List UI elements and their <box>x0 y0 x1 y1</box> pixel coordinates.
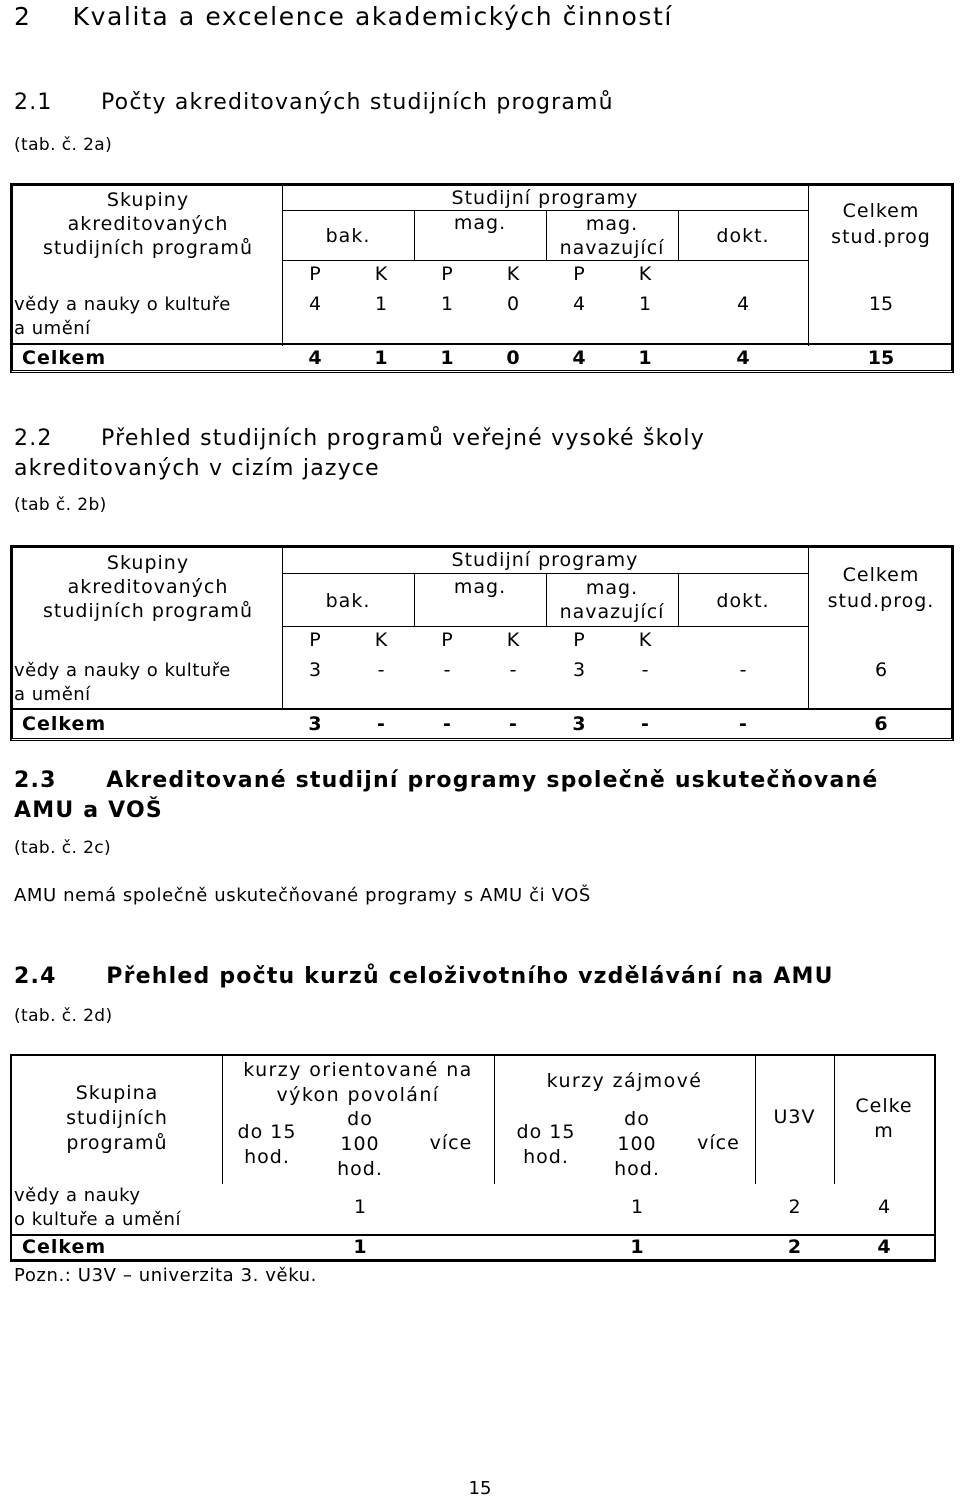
table-2a-mag: mag. <box>453 212 507 234</box>
table-2b-celkem-header: Celkem stud.prog. <box>827 564 935 612</box>
table-2d-kurzy-prof: kurzy orientované na výkon povolání <box>243 1059 473 1106</box>
table-2b-study-programs-header: Studijní programy <box>451 549 639 571</box>
table-2b-total-values: 3 - - - 3 - - 6 <box>308 713 888 735</box>
table-ref-2d: (tab. č. 2d) <box>14 1006 113 1026</box>
section-2-2-heading <box>14 424 705 484</box>
section-title: Počty akreditovaných studijních programů <box>101 90 614 115</box>
table-2d-total-label: Celkem <box>22 1236 107 1258</box>
table-2b-pk-row: P K P K P K <box>309 629 652 651</box>
section-title-line1: Přehled studijních programů veřejné vysoké školy <box>101 426 705 451</box>
table-ref-2b: (tab č. 2b) <box>14 495 107 515</box>
chapter-number: 2 <box>14 2 32 31</box>
table-2d-u3v: U3V <box>773 1106 816 1128</box>
section-number: 2.3 <box>14 768 57 793</box>
table-2d-vice-a: více <box>429 1132 473 1154</box>
section-title-line2: akreditovaných v cizím jazyce <box>14 456 380 481</box>
table-2d-row-label: vědy a nauky o kultuře a umění <box>14 1185 181 1230</box>
table-2a-row-label: vědy a nauky o kultuře a umění <box>14 294 231 339</box>
section-2-4-heading <box>14 964 834 989</box>
table-2d-do100-b: do 100 hod. <box>614 1108 660 1180</box>
table-2a-mag-nav: mag. navazující <box>559 213 665 259</box>
page-number: 15 <box>468 1478 492 1499</box>
section-number: 2.2 <box>14 426 53 451</box>
table-2a-total-values: 4 1 1 0 4 1 4 15 <box>308 347 895 369</box>
table-ref-2c: (tab. č. 2c) <box>14 838 112 858</box>
table-2a-celkem-header: Celkem stud.prog <box>831 200 931 248</box>
section-title: Přehled počtu kurzů celoživotního vzdělávání na AMU <box>106 964 834 989</box>
table-2b-dokt: dokt. <box>716 590 770 612</box>
table-2d-row-values: 1 1 2 4 <box>353 1196 891 1218</box>
table-2d-do15-a: do 15 hod. <box>237 1121 297 1168</box>
table-2d-group-header: Skupina studijních programů <box>66 1082 168 1154</box>
table-2a-group-header: Skupiny akreditovaných studijních programů <box>42 189 253 259</box>
table-2d-do100-a: do 100 hod. <box>337 1108 383 1180</box>
table-2a-pk-row: P K P K P K <box>309 263 652 285</box>
section-2-3-heading <box>14 766 879 826</box>
table-2b-group-header: Skupiny akreditovaných studijních programů <box>42 552 253 622</box>
table-2d-kurzy-zajmove: kurzy zájmové <box>546 1070 703 1092</box>
table-2a-study-programs-header: Studijní programy <box>451 187 639 209</box>
table-2a-row-values: 4 1 1 0 4 1 4 15 <box>308 293 894 315</box>
section-title-line1: Akreditované studijní programy společně uskutečňované <box>106 768 879 793</box>
table-2d-celkem-header: Celke m <box>855 1095 913 1142</box>
table-2d-do15-b: do 15 hod. <box>516 1121 576 1168</box>
chapter-title: Kvalita a excelence akademických činností <box>72 2 673 31</box>
table-2a-dokt: dokt. <box>716 225 770 247</box>
table-2a-total-label: Celkem <box>22 347 107 369</box>
chapter-heading <box>14 2 673 31</box>
table-2b-mag-nav: mag. navazující <box>559 577 665 623</box>
table-2b-bak: bak. <box>325 590 371 612</box>
table-2d-total-values: 1 1 2 4 <box>353 1236 891 1258</box>
table-2d-note: Pozn.: U3V – univerzita 3. věku. <box>14 1265 317 1286</box>
table-2d-vice-b: více <box>697 1132 740 1154</box>
section-2-1-heading <box>14 90 614 115</box>
table-2b-total-label: Celkem <box>22 713 107 735</box>
table-2b-row-values: 3 - - - 3 - - 6 <box>308 659 888 681</box>
section-2-3-text: AMU nemá společně uskutečňované programy s AMU či VOŠ <box>14 885 591 906</box>
table-2a-bak: bak. <box>325 225 371 247</box>
section-title-line2: AMU a VOŠ <box>14 798 163 823</box>
section-number: 2.1 <box>14 90 53 115</box>
table-2b-row-label: vědy a nauky o kultuře a umění <box>14 660 231 705</box>
table-2b-mag: mag. <box>453 576 507 598</box>
table-ref-2a: (tab. č. 2a) <box>14 135 113 155</box>
section-number: 2.4 <box>14 964 57 989</box>
